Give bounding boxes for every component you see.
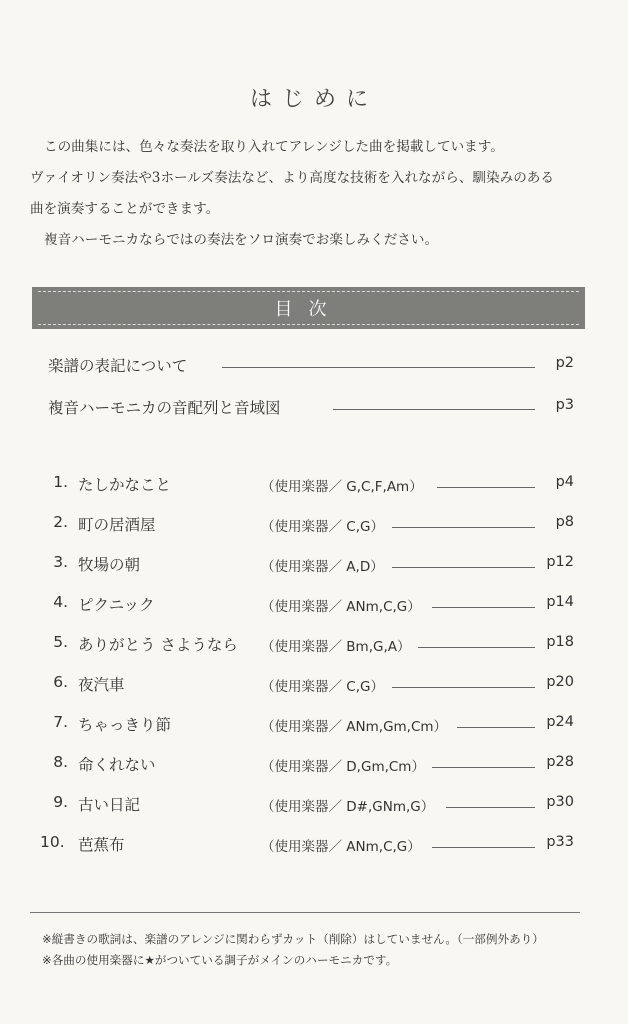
song-title: 命くれない bbox=[78, 756, 156, 774]
footnotes bbox=[42, 929, 544, 971]
song-row[interactable] bbox=[0, 593, 628, 619]
song-row[interactable] bbox=[0, 833, 628, 859]
song-row[interactable] bbox=[0, 473, 628, 499]
song-row[interactable] bbox=[0, 673, 628, 699]
dotted-leader bbox=[457, 727, 535, 728]
song-row[interactable] bbox=[0, 713, 628, 739]
song-number: 1. bbox=[53, 473, 68, 491]
song-row[interactable] bbox=[0, 513, 628, 539]
song-title: 町の居酒屋 bbox=[78, 516, 156, 534]
dotted-leader bbox=[333, 409, 535, 410]
song-page: p28 bbox=[546, 754, 574, 770]
intro-line: ヴァイオリン奏法や3ホールズ奏法など、より高度な技術を入れながら、馴染みのある bbox=[30, 170, 554, 186]
song-title: 古い日記 bbox=[78, 796, 141, 814]
intro-line: 曲を演奏することができます。 bbox=[30, 201, 220, 217]
song-row[interactable] bbox=[0, 633, 628, 659]
song-page: p8 bbox=[555, 514, 574, 530]
song-page: p24 bbox=[546, 714, 574, 730]
song-number: 2. bbox=[53, 513, 68, 531]
dotted-leader bbox=[222, 367, 535, 368]
song-instruments: （使用楽器／ ANm,Gm,Cm） bbox=[261, 719, 448, 735]
dotted-leader bbox=[392, 567, 535, 568]
song-title: ピクニック bbox=[78, 596, 155, 614]
song-page: p12 bbox=[546, 554, 574, 570]
divider bbox=[30, 912, 580, 913]
intro-line: この曲集には、色々な奏法を取り入れてアレンジした曲を掲載しています。 bbox=[44, 139, 504, 155]
song-instruments: （使用楽器／ A,D） bbox=[261, 559, 384, 575]
toc-entry-page: p3 bbox=[555, 397, 574, 413]
dotted-leader bbox=[437, 487, 535, 488]
toc-entry-title: 楽譜の表記について bbox=[48, 357, 188, 375]
footnote: ※縦書きの歌詞は、楽譜のアレンジに関わらずカット（削除）はしていません。（一部例外あり） bbox=[42, 932, 544, 946]
song-page: p14 bbox=[546, 594, 574, 610]
song-number: 6. bbox=[53, 673, 68, 691]
toc-header-bar bbox=[32, 287, 585, 329]
dotted-leader bbox=[446, 807, 535, 808]
toc-entry[interactable] bbox=[0, 354, 628, 380]
song-instruments: （使用楽器／ D#,GNm,G） bbox=[261, 799, 435, 815]
song-title: 夜汽車 bbox=[78, 676, 125, 694]
toc-title: 目次 bbox=[274, 299, 343, 320]
song-instruments: （使用楽器／ G,C,F,Am） bbox=[261, 479, 423, 495]
song-number: 7. bbox=[53, 713, 68, 731]
dotted-leader bbox=[432, 847, 535, 848]
song-instruments: （使用楽器／ ANm,C,G） bbox=[261, 839, 421, 855]
song-title: ありがとう さようなら bbox=[78, 636, 238, 654]
song-title: たしかなこと bbox=[78, 476, 172, 494]
song-title: 芭蕉布 bbox=[78, 836, 125, 854]
dotted-leader bbox=[392, 687, 535, 688]
song-page: p4 bbox=[555, 474, 574, 490]
song-row[interactable] bbox=[0, 753, 628, 779]
intro-text bbox=[30, 132, 605, 256]
song-number: 10. bbox=[40, 833, 65, 851]
song-row[interactable] bbox=[0, 553, 628, 579]
song-instruments: （使用楽器／ C,G） bbox=[261, 679, 384, 695]
dotted-leader bbox=[432, 607, 535, 608]
song-title: 牧場の朝 bbox=[78, 556, 141, 574]
song-page: p33 bbox=[546, 834, 574, 850]
song-instruments: （使用楽器／ ANm,C,G） bbox=[261, 599, 421, 615]
intro-line: 複音ハーモニカならではの奏法をソロ演奏でお楽しみください。 bbox=[44, 232, 439, 248]
song-title: ちゃっきり節 bbox=[78, 716, 172, 734]
song-number: 5. bbox=[53, 633, 68, 651]
footnote: ※各曲の使用楽器に★がついている調子がメインのハーモニカです。 bbox=[42, 953, 398, 967]
song-number: 8. bbox=[53, 753, 68, 771]
dotted-leader bbox=[392, 527, 535, 528]
toc-entry[interactable] bbox=[0, 396, 628, 422]
song-page: p18 bbox=[546, 634, 574, 650]
song-page: p30 bbox=[546, 794, 574, 810]
song-instruments: （使用楽器／ C,G） bbox=[261, 519, 384, 535]
song-number: 3. bbox=[53, 553, 68, 571]
dotted-leader bbox=[418, 647, 535, 648]
song-row[interactable] bbox=[0, 793, 628, 819]
song-number: 4. bbox=[53, 593, 68, 611]
song-instruments: （使用楽器／ Bm,G,A） bbox=[261, 639, 411, 655]
page-title: はじめに bbox=[249, 87, 378, 112]
toc-entry-page: p2 bbox=[555, 355, 574, 371]
song-page: p20 bbox=[546, 674, 574, 690]
toc-entry-title: 複音ハーモニカの音配列と音域図 bbox=[48, 399, 281, 417]
song-number: 9. bbox=[53, 793, 68, 811]
song-instruments: （使用楽器／ D,Gm,Cm） bbox=[261, 759, 425, 775]
dotted-leader bbox=[432, 767, 535, 768]
